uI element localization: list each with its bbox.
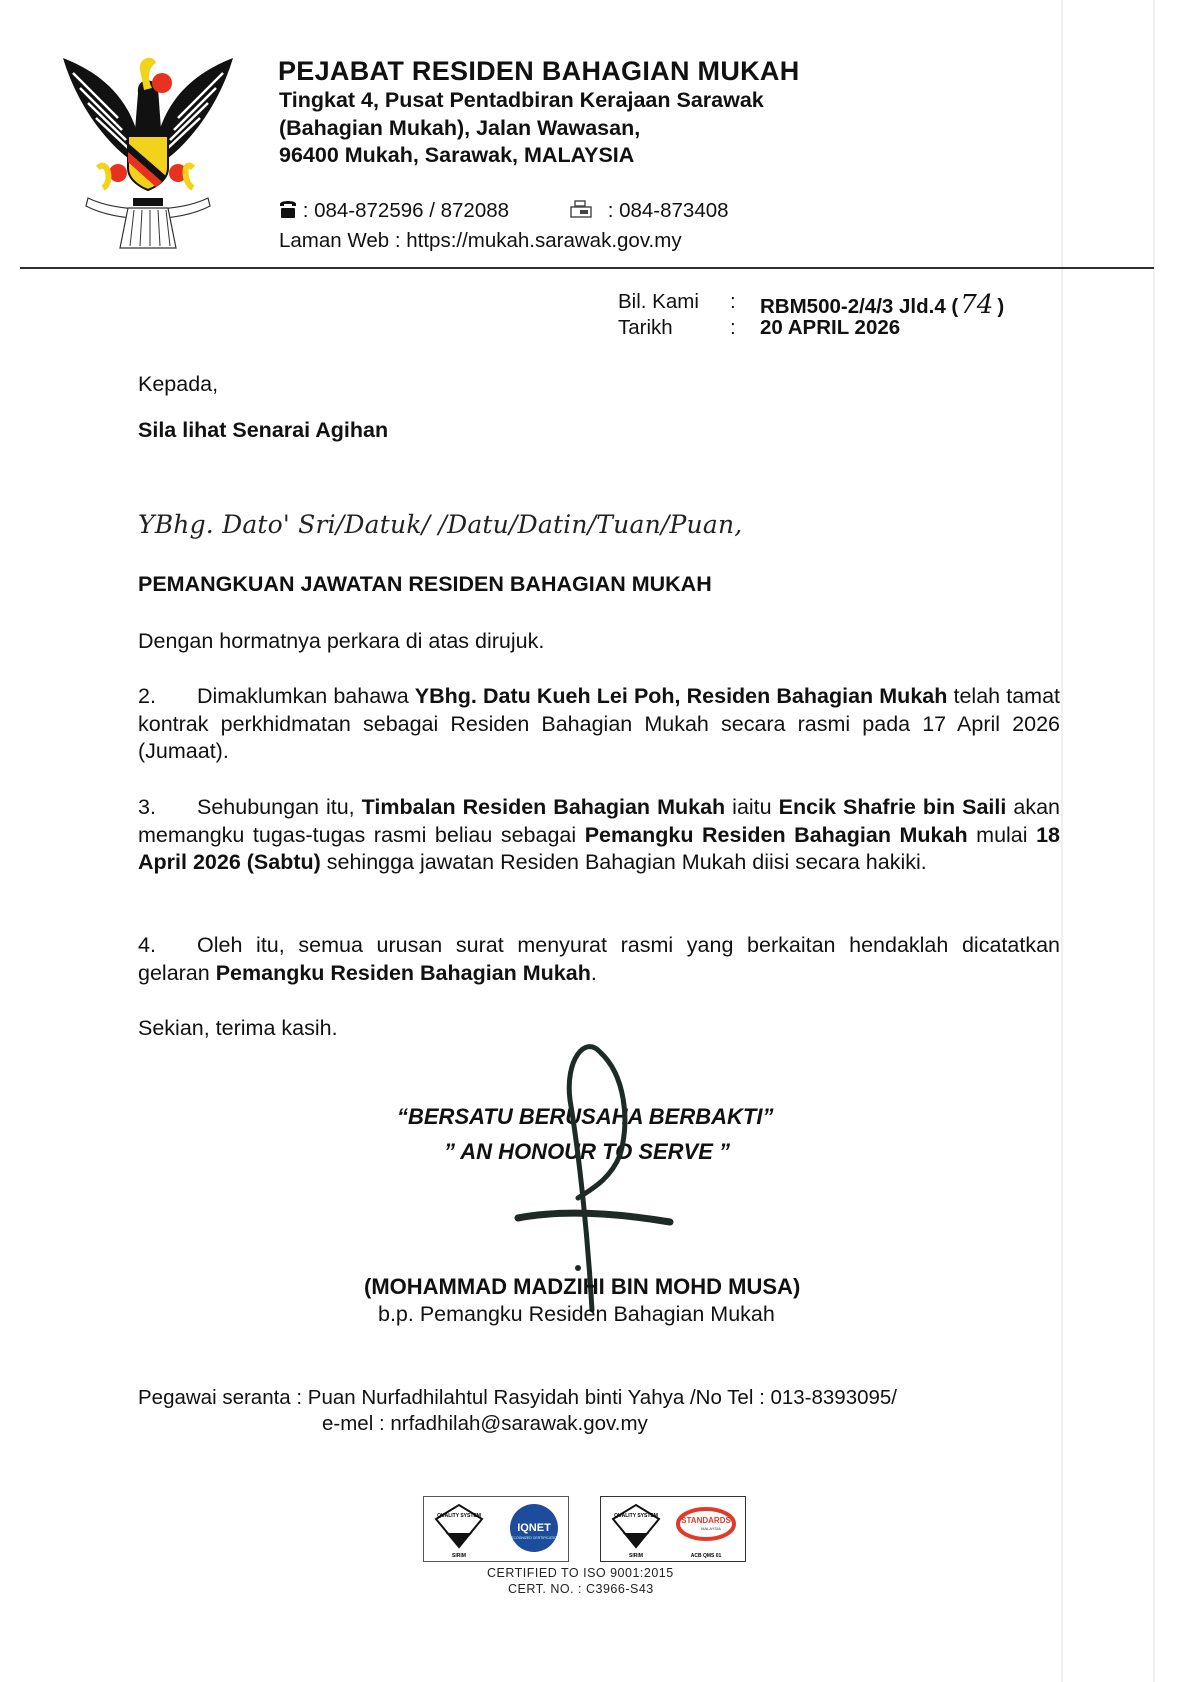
sirim-standards-logo bbox=[600, 1496, 746, 1562]
svg-text:SIRIM: SIRIM bbox=[452, 1553, 466, 1559]
address-line-3: 96400 Mukah, Sarawak, MALAYSIA bbox=[279, 143, 635, 167]
fax-number: : 084-873408 bbox=[607, 199, 729, 222]
sarawak-crest-logo bbox=[58, 48, 238, 253]
fax-icon bbox=[570, 200, 592, 224]
svg-text:STANDARDS: STANDARDS bbox=[681, 1516, 731, 1525]
subject-heading: PEMANGKUAN JAWATAN RESIDEN BAHAGIAN MUKAH bbox=[138, 572, 712, 596]
svg-text:QUALITY SYSTEM: QUALITY SYSTEM bbox=[437, 1513, 481, 1519]
svg-text:RECOGNIZED CERTIFICATION: RECOGNIZED CERTIFICATION bbox=[508, 1536, 560, 1540]
ref-separator: : bbox=[730, 290, 736, 313]
scan-artifact-line bbox=[1153, 0, 1155, 1682]
sirim-iqnet-logo bbox=[423, 1496, 569, 1562]
date-separator: : bbox=[730, 316, 736, 339]
website-link[interactable]: Laman Web : https://mukah.sarawak.gov.my bbox=[279, 229, 682, 252]
to-recipient: Sila lihat Senarai Agihan bbox=[138, 418, 389, 442]
signatory-name: (MOHAMMAD MADZIHI BIN MOHD MUSA) bbox=[364, 1274, 801, 1299]
address-line-2: (Bahagian Mukah), Jalan Wawasan, bbox=[279, 116, 641, 140]
svg-text:ACB QMS 01: ACB QMS 01 bbox=[690, 1553, 722, 1559]
phone-row bbox=[279, 199, 509, 225]
office-name: PEJABAT RESIDEN BAHAGIAN MUKAH bbox=[278, 56, 800, 86]
closing-line: Sekian, terima kasih. bbox=[138, 1016, 338, 1040]
fax-row bbox=[570, 199, 729, 224]
date-label: Tarikh bbox=[618, 316, 673, 339]
ref-label: Bil. Kami bbox=[618, 290, 699, 313]
phone-number: : 084-872596 / 872088 bbox=[302, 199, 510, 222]
salutation: YBhg. Dato' Sri/Datuk/ /Datu/Datin/Tuan/Puan, bbox=[138, 510, 743, 539]
handwritten-ref: 74 bbox=[960, 290, 994, 320]
signatory-title: b.p. Pemangku Residen Bahagian Mukah bbox=[378, 1302, 775, 1326]
letter-date: 20 APRIL 2026 bbox=[760, 316, 901, 339]
ref-number: RBM500-2/4/3 Jld.4 (74 ) bbox=[760, 290, 1005, 320]
motto-english: ” AN HONOUR TO SERVE ” bbox=[444, 1139, 731, 1164]
svg-text:QUALITY SYSTEM: QUALITY SYSTEM bbox=[614, 1513, 658, 1519]
svg-text:IQNET: IQNET bbox=[517, 1522, 551, 1534]
svg-text:SIRIM: SIRIM bbox=[629, 1553, 643, 1559]
cert-number: CERT. NO. : C3966-S43 bbox=[508, 1582, 654, 1596]
opening-line: Dengan hormatnya perkara di atas dirujuk. bbox=[138, 629, 545, 653]
to-label: Kepada, bbox=[138, 372, 219, 396]
paragraph-3: 3. Sehubungan itu, Timbalan Residen Bahagian Mukah iaitu Encik Shafrie bin Saili akan memangku tugas-tugas rasmi beliau sebagai Pemangku Residen Bahagian Mukah mulai 18 April 2026 (Sabtu) sehingga jawatan Residen Bahagian Mukah diisi secara hakiki. bbox=[138, 795, 1061, 875]
paragraph-4: 4. Oleh itu, semua urusan surat menyurat rasmi yang berkaitan hendaklah dicatatkan gelaran Pemangku Residen Bahagian Mukah. bbox=[138, 933, 1060, 985]
address-line-1: Tingkat 4, Pusat Pentadbiran Kerajaan Sarawak bbox=[279, 88, 764, 112]
iso-certification: CERTIFIED TO ISO 9001:2015 bbox=[487, 1566, 674, 1580]
svg-text:MALAYSIA: MALAYSIA bbox=[701, 1526, 721, 1531]
contact-officer: Pegawai seranta : Puan Nurfadhilahtul Rasyidah binti Yahya /No Tel : 013-8393095/ bbox=[138, 1386, 898, 1409]
header-divider bbox=[20, 267, 1154, 269]
telephone-icon bbox=[279, 199, 297, 225]
contact-email[interactable]: e-mel : nrfadhilah@sarawak.gov.my bbox=[322, 1412, 648, 1435]
scan-artifact-line bbox=[1061, 0, 1063, 1682]
paragraph-2: 2. Dimaklumkan bahawa YBhg. Datu Kueh Lei Poh, Residen Bahagian Mukah telah tamat kontrak perkhidmatan sebagai Residen Bahagian Mukah secara rasmi pada 17 April 2026 (Jumaat). bbox=[138, 684, 1060, 764]
motto-malay: “BERSATU BERUSAHA BERBAKTI” bbox=[397, 1104, 774, 1129]
